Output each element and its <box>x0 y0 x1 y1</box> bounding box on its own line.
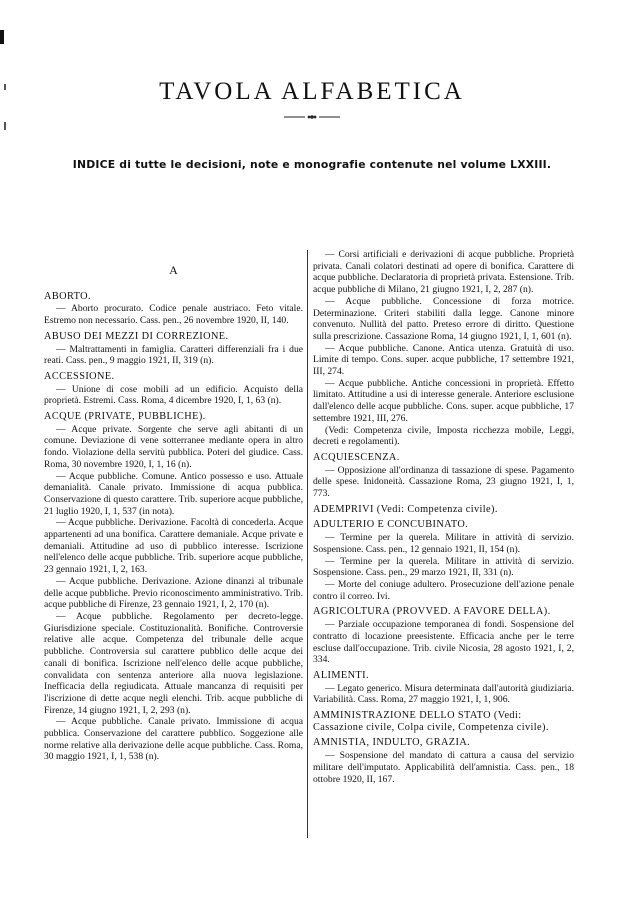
section-letter: A <box>169 263 178 277</box>
entry-heading: ADEMPRIVI (Vedi: Competenza civile). <box>313 503 498 515</box>
entry-heading: ACCESSIONE. <box>44 370 115 382</box>
index-entry <box>313 737 574 785</box>
entry-text: — Acque pubbliche. Derivazione. Facoltà di concederla. Acque appartenenti ad una bonifica. Carattere demaniale. Acque private e demaniali. Attitudine ad uso di pubblico interesse. Iscrizione nell'elenco delle acque pubbliche. Trib. superiore acque pubbliche, 23 gennaio 1921, I, 2, 163. <box>44 517 303 576</box>
entry-text: — Unione di cose mobili ad un edificio. Acquisto della proprietà. Estremi. Cass. Roma, 4 dicembre 1920, I, 1, 63 (n). <box>44 383 303 407</box>
index-entry <box>44 411 303 763</box>
entry-text: — Acque pubbliche. Comune. Antico possesso e uso. Attuale demanialità. Canale privato. Immissione di acqua pubblica. Conservazione di questo carattere. Trib. superiore acque pubbliche, 21 luglio 1920, I, 1, 537 (in nota). <box>44 470 303 517</box>
entry-text: — Maltrattamenti in famiglia. Caratteri differenziali fra i due reati. Cass. pen., 9 maggio 1921, II, 319 (n). <box>44 343 303 367</box>
binding-mark <box>4 122 6 130</box>
entry-heading: ADULTERIO E CONCUBINATO. <box>313 519 469 531</box>
entry-text: — Morte del coniuge adultero. Prosecuzione dell'azione penale contro il correo. Ivi. <box>313 578 574 602</box>
index-entry <box>313 606 574 666</box>
index-entry <box>313 249 574 448</box>
entry-text: — Acque pubbliche. Derivazione. Azione dinanzi al tribunale delle acque pubbliche. Previo riconoscimento amministrativo. Trib. acque pubbliche di Firenze, 23 gennaio 1921, I, 2, 170 (n). <box>44 575 303 611</box>
right-column <box>313 249 574 789</box>
left-column <box>44 249 303 767</box>
index-entry <box>44 291 303 327</box>
page-title: TAVOLA ALFABETICA <box>159 78 465 105</box>
entry-heading: ACQUE (PRIVATE, PUBBLICHE). <box>44 411 206 423</box>
entry-heading: ABUSO DEI MEZZI DI CORREZIONE. <box>44 330 229 342</box>
entry-text: — Acque pubbliche. Regolamento per decreto-legge. Giurisdizione speciale. Costituzionalità. Bonifiche. Controversie relative alle acque. Competenza del tribunale delle acque pubbliche. Controversia sul carattere pubblico delle acque dei canali di bonifica. Iscrizione nell'elenco delle acque pubbliche, convalidata con sentenza anteriore alla nuova legislazione. Inefficacia della regiudicata. Attuale mancanza di requisiti per l'iscrizione di dette acque negli elenchi. Trib. acque pubbliche di Firenze, 14 giugno 1921, I, 2, 293 (n). <box>44 610 303 716</box>
entry-text: — Sospensione del mandato di cattura a causa del servizio militare dell'imputato. Applicabilità dell'amnistia. Cass. pen., 18 ottobre 1920, II, 167. <box>313 750 574 785</box>
entry-text: — Parziale occupazione temporanea di fondi. Sospensione del contratto di locazione preesistente. Efficacia anche per le terre escluse dall'occupazione. Trib. civile Nicosia, 28 agosto 1921, I, 2, 334. <box>313 619 574 666</box>
index-entry <box>44 371 303 407</box>
index-entry <box>313 519 574 602</box>
index-entry <box>313 504 574 516</box>
entry-text: — Aborto procurato. Codice penale austriaco. Feto vitale. Estremo non necessario. Cass. pen., 26 novembre 1920, II, 140. <box>44 303 303 327</box>
entry-heading: ALIMENTI. <box>313 669 369 681</box>
index-entry <box>313 452 574 500</box>
entry-text: — Acque pubbliche. Antiche concessioni in proprietà. Effetto limitato. Attitudine a usi di interesse generale. Anteriore esclusione dall'elenco delle acque pubbliche. Cons. super. acque pubbliche, 17 settembre 1921, III, 276. <box>313 377 574 424</box>
index-subtitle: INDICE di tutte le decisioni, note e monografie contenute nel volume LXXIII. <box>72 158 552 171</box>
entry-text: — Acque private. Sorgente che serve agli abitanti di un comune. Deviazione di vene sotterranee mediante opera in altro fondo. Violazione della servitù pubblica. Poteri del giudice. Cass. Roma, 30 novembre 1920, I, 1, 16 (n). <box>44 423 303 470</box>
entry-heading: ABORTO. <box>44 290 91 302</box>
column-divider <box>307 250 308 838</box>
entry-heading: AMNISTIA, INDULTO, GRAZIA. <box>313 737 471 749</box>
entry-text: — Termine per la querela. Militare in attività di servizio. Sospensione. Cass. pen., 29 marzo 1921, II, 331 (n). <box>313 555 574 579</box>
entry-text: — Termine per la querela. Militare in attività di servizio. Sospensione. Cass. pen., 12 gennaio 1921, II, 154 (n). <box>313 532 574 555</box>
index-entry <box>44 331 303 367</box>
binding-mark <box>0 30 4 44</box>
cross-reference: (Vedi: Competenza civile, Imposta ricchezza mobile, Leggi, decreti e regolamenti). <box>313 424 574 448</box>
entry-heading: ACQUIESCENZA. <box>313 451 400 463</box>
entry-text: — Acque pubbliche. Canone. Antica utenza. Gratuità di uso. Limite di tempo. Cons. super. acque pubbliche, 17 settembre 1921, III, 274. <box>313 342 574 378</box>
entry-text: — Acque pubbliche. Canale privato. Immissione di acqua pubblica. Conservazione del carattere pubblico. Soggezione alle norme relative alla derivazione delle acque pubbliche. Cass. Roma, 30 maggio 1921, I, 1, 538 (n). <box>44 716 303 763</box>
index-entry <box>313 710 574 733</box>
entry-text: — Acque pubbliche. Concessione di forza motrice. Determinazione. Criteri stabiliti dalla legge. Canone minore convenuto. Nullità del patto. Preteso errore di diritto. Questione sulla prescrizione. Cassazione Roma, 14 giugno 1921, I, 1, 601 (n). <box>313 295 574 342</box>
title-ornament <box>284 114 340 120</box>
entry-heading: AMMINISTRAZIONE DELLO STATO (Vedi: Cassazione civile, Colpa civile, Competenza civile). <box>313 710 549 733</box>
entry-text: — Opposizione all'ordinanza di tassazione di spese. Pagamento delle spese. Inidoneità. Cassazione Roma, 23 giugno 1921, I, 1, 773. <box>313 464 574 500</box>
entry-text: — Legato generico. Misura determinata dall'autorità giudiziaria. Variabilità. Cass. Roma, 27 maggio 1921, I, 1, 906. <box>313 682 574 706</box>
entry-text: — Corsi artificiali e derivazioni di acque pubbliche. Proprietà privata. Canali colatori destinati ad opere di bonifica. Carattere di acque pubbliche. Declaratoria di proprietà privata. Estensione. Trib. acque pubbliche di Milano, 21 giugno 1921, I, 2, 287 (n). <box>313 249 574 296</box>
index-entry <box>313 670 574 706</box>
entry-heading: AGRICOLTURA (PROVVED. A FAVORE DELLA). <box>313 606 551 618</box>
